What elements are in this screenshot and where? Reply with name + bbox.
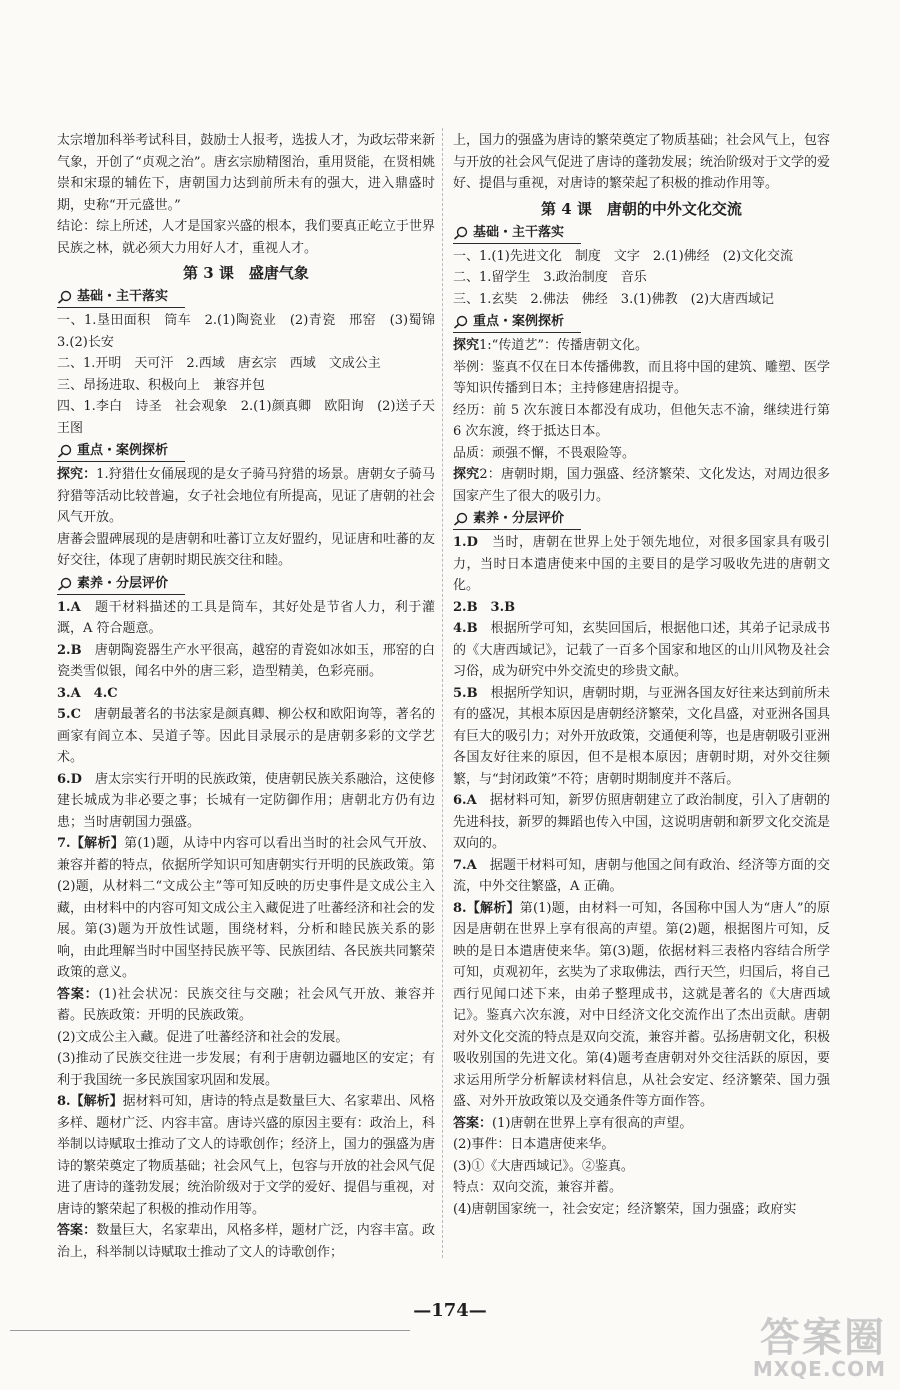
column-divider <box>442 128 443 1258</box>
section-heading-eval <box>453 509 581 530</box>
answer-text: (1)社会状况：民族交往与交融；社会风气开放、兼容并蓄。民族政策：开明的民族政策。 <box>57 986 435 1023</box>
magnifier-icon <box>453 315 469 329</box>
answer-line: (3)推动了民族交往进一步发展；有利于唐朝边疆地区的安定；有利于我国统一多民族国家巩固和发展。 <box>57 1051 435 1088</box>
analysis-text: 据材料可知，唐诗的特点是数量巨大、名家辈出、风格多样、题材广泛、内容丰富。唐诗兴盛的原因主要有：政治上，科举制以诗赋取士推动了文人的诗歌创作；经济上，国力的强盛为唐诗的繁荣奠定了物质基础；社会风气上，包容与开放的社会风气促进了唐诗的蓬勃发展；统治阶级对于文学的爱好、提倡与重视，对唐诗的繁荣起了积极的推动作用等。 <box>57 1094 435 1217</box>
answer-tag: 答案： <box>57 1223 97 1238</box>
answer-text: 题干材料描述的工具是筒车，其好处是节省人力，利于灌溉，A 符合题意。 <box>57 599 435 636</box>
answer-item <box>57 640 435 683</box>
question-number: 2.B 3.B <box>453 599 516 615</box>
section-heading-focus <box>453 312 581 333</box>
answer-item <box>453 790 830 855</box>
section-heading-label: 重点・案例探析 <box>473 314 565 329</box>
basic-line: 一、1.垦田面积 筒车 2.(1)陶瓷业 (2)青瓷 邢窑 (3)蜀锦 3.(2)长安 <box>57 313 449 350</box>
answer-text: 唐太宗实行开明的民族政策，使唐朝民族关系融洽，这使修建长城成为非必要之事；长城有一定防御作用；唐朝北方仍有边患；当时唐朝国力强盛。 <box>57 771 435 830</box>
focus-line: 举例：鉴真不仅在日本传播佛教，而且将中国的建筑、雕塑、医学等知识传播到日本；主持修建唐招提寺。 <box>453 359 831 396</box>
page-number: —174— <box>413 1300 487 1321</box>
focus-text: 1:“传道艺”：传播唐朝文化。 <box>479 338 648 353</box>
answer-line: (3)①《大唐西域记》。②鉴真。 <box>453 1158 634 1174</box>
answer-tag: 答案： <box>453 1115 493 1131</box>
analysis-tag: 【解析】 <box>466 900 520 916</box>
section-heading-label: 素养・分层评价 <box>473 511 565 526</box>
focus-paragraph <box>453 335 830 357</box>
section-heading-basic <box>57 287 185 308</box>
section-heading-label: 重点・案例探析 <box>77 443 169 458</box>
left-conclusion-paragraph: 结论：综上所述，人才是国家兴盛的根本，我们要真正屹立于世界民族之林，就必须大力用好人才，重视人才。 <box>57 219 435 256</box>
section-heading-basic <box>453 223 581 244</box>
answer-text: 唐朝最著名的书法家是颜真卿、柳公权和欧阳询等，著名的画家有阎立本、吴道子等。因此目录展示的是唐朝多彩的文学艺术。 <box>57 707 435 765</box>
section-heading-eval <box>57 574 185 595</box>
answer-text: 据题干材料可知，唐朝与他国之间有政治、经济等方面的交流，中外交往繁盛，A 正确。 <box>453 857 830 894</box>
question-number: 5.C <box>57 707 81 722</box>
question-number: 8. <box>57 1094 71 1109</box>
section-heading-label: 基础・主干落实 <box>77 289 169 304</box>
explore-tag: 探究： <box>57 467 97 482</box>
answer-text: 据材料可知，新罗仿照唐朝建立了政治制度，引入了唐朝的先进科技，新罗的舞蹈也传入中国，这说明唐朝和新罗文化交流是双向的。 <box>453 793 831 851</box>
basic-line: 四、1.李白 诗圣 社会观象 2.(1)颜真卿 欧阳询 (2)送子天王图 <box>57 399 435 436</box>
section-heading-label: 素养・分层评价 <box>77 575 169 591</box>
focus-text: 2：唐朝时期，国力强盛、经济繁荣、文化发达，对周边很多国家产生了很大的吸引力。 <box>453 467 830 504</box>
focus-paragraph: 唐蕃会盟碑展现的是唐朝和吐蕃订立友好盟约，见证唐和吐蕃的友好交往，体现了唐朝时期民族交往和睦。 <box>57 531 435 568</box>
focus-line: 品质：顽强不懈，不畏艰险等。 <box>453 445 636 461</box>
answer-text: 根据所学可知，玄奘回国后，根据他口述，其弟子记录成书的《大唐西域记》，记载了一百多个国家和地区的山川风物及社会习俗，成为研究中外交流史的珍贵文献。 <box>453 621 830 679</box>
left-intro-paragraph: 太宗增加科举考试科目，鼓励士人报考，选拔人才，为政坛带来新气象，开创了“贞观之治”。唐玄宗励精图治，重用贤能，在贤相姚崇和宋璟的辅佐下，唐朝国力达到前所未有的强大，进入鼎盛时期，史称“开元盛世。” <box>57 133 435 213</box>
answer-item <box>453 597 830 619</box>
answer-line: (4)唐朝国家统一，社会安定；经济繁荣，国力强盛；政府实 <box>453 1201 797 1217</box>
focus-paragraph <box>453 464 830 507</box>
answer-block <box>57 1220 435 1263</box>
footer-rule <box>10 1330 410 1331</box>
question-number: 4.B <box>453 621 478 636</box>
question-number: 6.A <box>453 793 477 808</box>
analysis-tag: 【解析】 <box>70 836 125 851</box>
answer-text: 根据所学知识，唐朝时期，与亚洲各国友好往来达到前所未有的盛况，其根本原因是唐朝经济繁荣，文化昌盛，对亚洲各国具有巨大的吸引力；对外开放政策，交通便利等，也是唐朝吸引亚洲各国友好往来的原因，但不是根本原因；唐朝时期，对外交往频繁，与“封闭政策”不符；唐朝时期制度并不落后。 <box>453 685 831 787</box>
magnifier-icon <box>57 290 73 304</box>
answer-line: (2)事件：日本遣唐使来华。 <box>453 1137 615 1152</box>
answer-line: 特点：双向交流，兼容并蓄。 <box>453 1180 623 1195</box>
watermark-text: 答案圈 <box>760 1315 886 1361</box>
answer-item-8 <box>453 898 830 1113</box>
left-column <box>57 130 449 1263</box>
answer-block <box>57 984 435 1027</box>
magnifier-icon <box>57 577 73 591</box>
answer-item <box>453 618 830 683</box>
basic-line: 三、1.玄奘 2.佛法 佛经 3.(1)佛教 (2)大唐西域记 <box>453 291 775 307</box>
answer-item <box>57 597 435 640</box>
basic-line: 二、1.留学生 3.政治制度 音乐 <box>453 270 647 285</box>
focus-text: 1.狩猎仕女俑展现的是女子骑马狩猎的场景。唐朝女子骑马狩猎等活动比较普遍，女子社会地位有所提高，见证了唐朝的社会风气开放。 <box>57 467 435 525</box>
section-heading-focus <box>57 441 185 462</box>
analysis-text: 第(1)题，由材料一可知，各国称中国人为“唐人”的原因是唐朝在世界上享有很高的声望。第(2)题，根据图片可知，反映的是日本遣唐使来华。第(3)题，依据材料三表格内容结合所学可知，贞观初年，玄奘为了求取佛法，西行天竺，归国后，将自己西行见闻口述下来，由弟子整理成书，这就是著名的《大唐西域记》。鉴真六次东渡，对中日经济文化交流作出了杰出贡献。唐朝对外文化交流的特点是双向交流，兼容并蓄。弘扬唐朝文化，积极吸收别国的先进文化。第(4)题考查唐朝对外交往活跃的原因，要求运用所学分析解读材料信息，从社会安定、经济繁荣、国力强盛、对外开放政策以及交通条件等方面作答。 <box>453 900 831 1109</box>
basic-line: 一、1.(1)先进文化 制度 文字 2.(1)佛经 (2)文化交流 <box>453 248 794 264</box>
lesson-3-title: 第 3 课 盛唐气象 <box>183 264 309 282</box>
question-number: 2.B <box>57 642 82 658</box>
magnifier-icon <box>453 512 469 526</box>
watermark-url: MXQE.COM <box>752 1357 886 1381</box>
question-number: 8. <box>453 900 467 916</box>
question-number: 1.D <box>453 535 478 550</box>
watermark-logo <box>716 1315 886 1382</box>
answer-line: (2)文成公主入藏。促进了吐蕃经济和社会的发展。 <box>57 1029 349 1045</box>
focus-line: 经历：前 5 次东渡日本都没有成功，但他矢志不渝，继续进行第 6 次东渡，终于抵达日本。 <box>453 402 830 439</box>
explore-tag: 探究 <box>453 338 480 353</box>
analysis-text: 第(1)题，从诗中内容可以看出当时的社会风气开放、兼容并蓄的特点，依据所学知识可知唐朝实行开明的民族政策。第(2)题，从材料二“文成公主”等可知反映的历史事件是文成公主入藏，由材料中的内容可知文成公主入藏促进了吐蕃经济和社会的发展。第(3)题为开放性试题，围绕材料，分析和睦民族关系的影响，由此理解当时中国坚持民族平等、民族团结、各民族共同繁荣政策的意义。 <box>57 836 435 980</box>
answer-tag: 答案： <box>57 986 99 1002</box>
question-number: 7.A <box>453 857 477 873</box>
answer-item-8 <box>57 1091 435 1220</box>
magnifier-icon <box>453 226 469 240</box>
right-column <box>453 130 830 1220</box>
question-number: 5.B <box>453 685 478 701</box>
answer-item-7 <box>57 833 435 984</box>
question-number: 6.D <box>57 771 82 787</box>
question-number: 1.A <box>57 599 81 615</box>
basic-line: 二、1.开明 天可汗 2.西域 唐玄宗 西域 文成公主 <box>57 356 381 371</box>
section-heading-label: 基础・主干落实 <box>473 224 565 240</box>
explore-tag: 探究 <box>453 467 480 482</box>
answer-item <box>453 683 830 791</box>
answer-block <box>453 1113 830 1135</box>
answer-item <box>57 704 435 769</box>
basic-line: 三、昂扬进取、积极向上 兼容并包 <box>57 377 266 393</box>
right-intro-paragraph: 上，国力的强盛为唐诗的繁荣奠定了物质基础；社会风气上，包容与开放的社会风气促进了唐诗的蓬勃发展；统治阶级对于文学的爱好、提倡与重视，对唐诗的繁荣起了积极的推动作用等。 <box>453 133 831 191</box>
answer-text: 当时，唐朝在世界上处于领先地位，对很多国家具有吸引力，当时日本遣唐使来中国的主要目的是学习吸收先进的唐朝文化。 <box>453 535 830 593</box>
analysis-tag: 【解析】 <box>70 1094 123 1109</box>
question-number: 3.A 4.C <box>57 685 118 701</box>
focus-paragraph <box>57 464 435 529</box>
answer-item <box>453 855 830 898</box>
question-number: 7. <box>57 836 71 851</box>
lesson-4-title: 第 4 课 唐朝的中外文化交流 <box>541 199 742 218</box>
answer-item <box>57 769 435 834</box>
answer-text: 唐朝陶瓷器生产水平很高，越窑的青瓷如冰如玉，邢窑的白瓷类雪似银，闻名中外的唐三彩，造型精美，色彩亮丽。 <box>57 642 435 679</box>
answer-text: (1)唐朝在世界上享有很高的声望。 <box>492 1115 693 1131</box>
magnifier-icon <box>57 444 73 458</box>
answer-text: 数量巨大，名家辈出，风格多样，题材广泛，内容丰富。政治上，科举制以诗赋取士推动了文人的诗歌创作； <box>57 1223 435 1260</box>
answer-item <box>453 532 830 597</box>
answer-item <box>57 683 435 705</box>
